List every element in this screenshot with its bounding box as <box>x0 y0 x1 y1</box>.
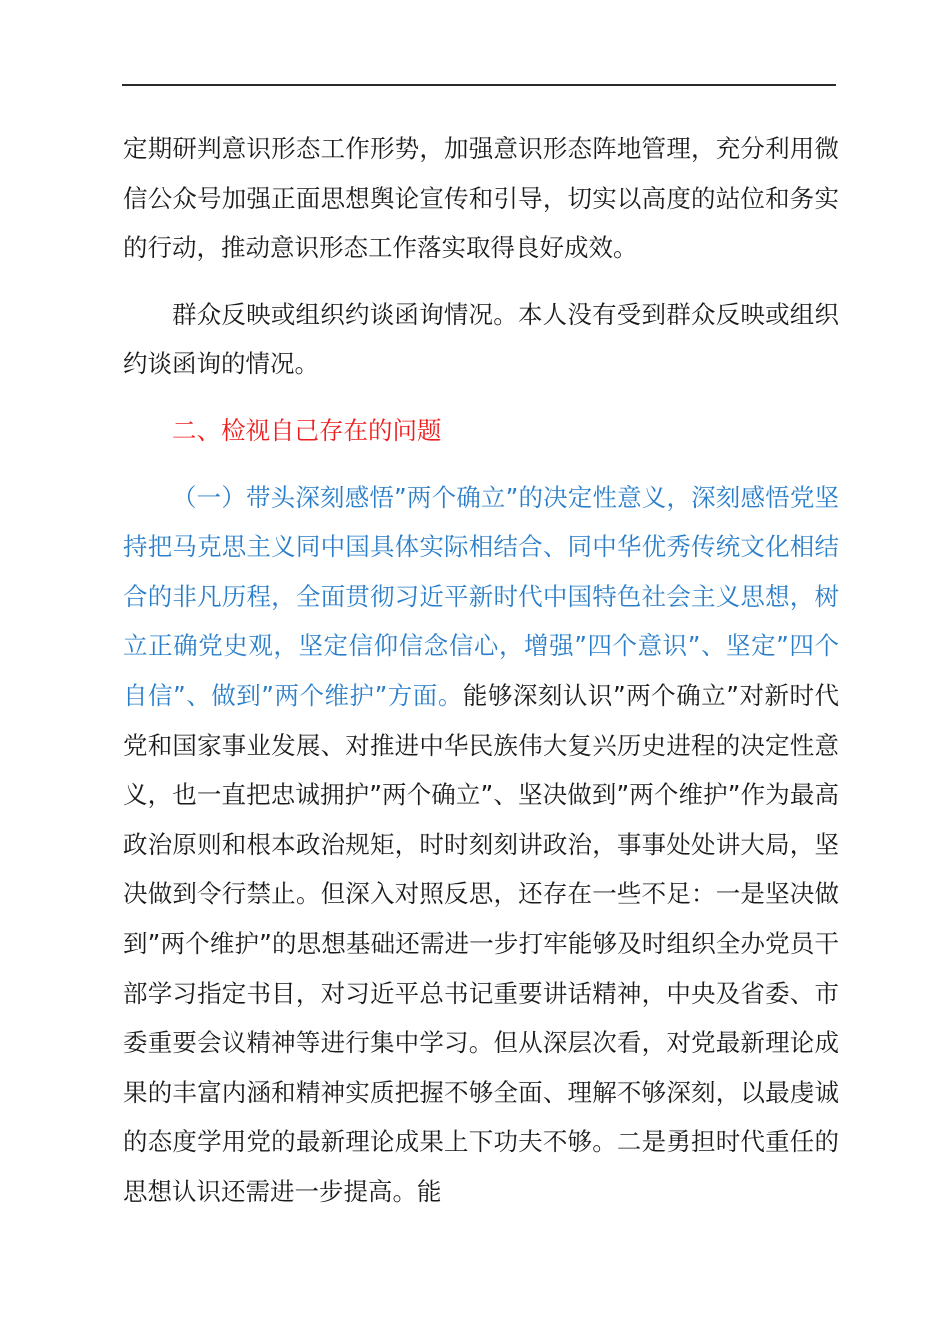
section-heading: 二、检视自己存在的问题 <box>172 415 442 445</box>
subsection-paragraph <box>123 473 839 1217</box>
document-body <box>123 124 839 1216</box>
paragraph-ideology-work: 定期研判意识形态工作形势，加强意识形态阵地管理，充分利用微信公众号加强正面思想舆论宣传和引导，切实以高度的站位和务实的行动，推动意识形态工作落实取得良好成效。 <box>123 134 839 263</box>
paragraph-petition-status: 群众反映或组织约谈函询情况。本人没有受到群众反映或组织约谈函询的情况。 <box>123 299 839 379</box>
header-rule <box>122 84 836 86</box>
subsection-heading: （一）带头深刻感悟”两个确立”的决定性意义，深刻感悟党坚持把马克思主义同中国具体实际相结合、同中华优秀传统文化相结合的非凡历程，全面贯彻习近平新时代中国特色社会主义思想，树立正确党史观，坚定信仰信念信心，增强”四个意识”、坚定”四个自信”、做到”两个维护”方面。 <box>123 482 839 710</box>
paragraph-self-review: 能够深刻认识”两个确立”对新时代党和国家事业发展、对推进中华民族伟大复兴历史进程的决定性意义，也一直把忠诚拥护”两个确立”、坚决做到”两个维护”作为最高政治原则和根本政治规矩，时时刻刻讲政治，事事处处讲大局，坚决做到令行禁止。但深入对照反思，还存在一些不足：一是坚决做到”两个维护”的思想基础还需进一步打牢能够及时组织全办党员干部学习指定书目，对习近平总书记重要讲话精神，中央及省委、市委重要会议精神等进行集中学习。但从深层次看，对党最新理论成果的丰富内涵和精神实质把握不够全面、理解不够深刻，以最虔诚的态度学用党的最新理论成果上下功夫不够。二是勇担时代重任的思想认识还需进一步提高。能 <box>123 680 839 1206</box>
